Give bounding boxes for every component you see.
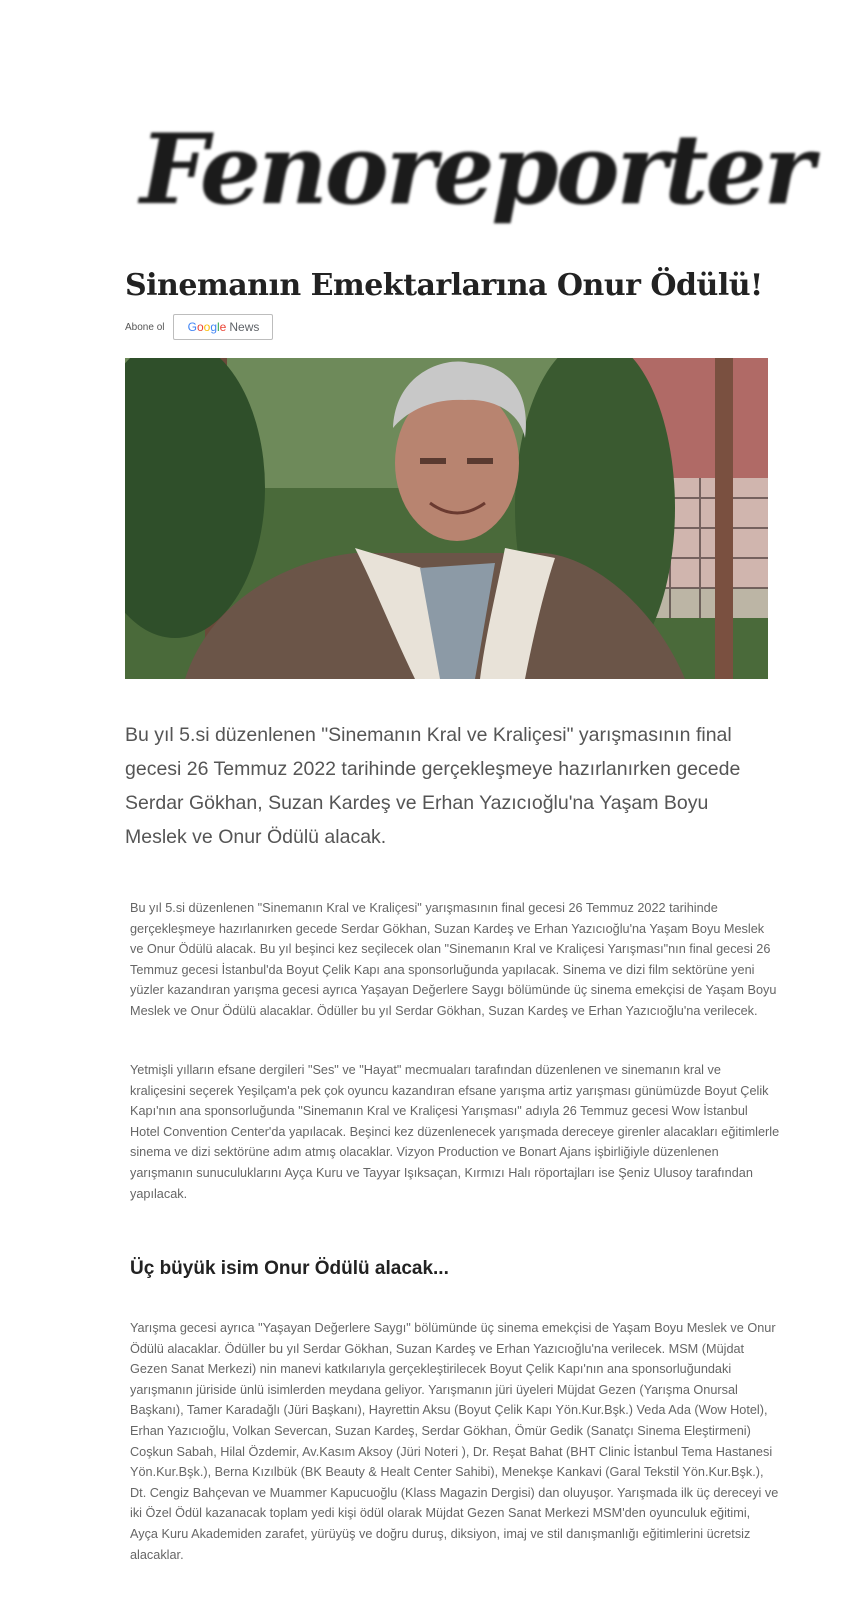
site-logo-text: Fenoreporter: [140, 113, 812, 226]
article-paragraph: Yarışma gecesi ayrıca "Yaşayan Değerlere Saygı" bölümünde üç sinema emekçisi de Yaşam Boyu Meslek ve Onur Ödülü alacaklar. Ödüller bu yıl Serdar Gökhan, Suzan Kardeş ve Erhan Yazıcıoğlu'na verilecek. MSM (Müjdat Gezen Sanat Merkezi) nin manevi katkılarıyla gerçekleştirilecek Boyut Çelik Kapı'nın ana sponsorluğundaki yarışmanın jüriside ünlü isimlerden meydana geliyor. Yarışmanın jüri üyeleri Müjdat Gezen (Yarışma Onursal Başkanı), Tamer Karadağlı (Jüri Başkanı), Hayrettin Aksu (Boyut Çelik Kapı Yön.Kur.Bşk.) Veda Ada (Wow Hotel), Erhan Yazıcıoğlu, Volkan Severcan, Suzan Kardeş, Serdar Gökhan, Ömür Gedik (Sanatçı Sinema Eleştirmeni) Coşkun Sabah, Hilal Özdemir, Av.Kasım Aksoy (Jüri Noteri ), Dr. Reşat Bahat (BHT Clinic İstanbul Tema Hastanesi Yön.Kur.Bşk.), Berna Kızılbük (BK Beauty & Healt Center Sahibi), Menekşe Kankavi (Garal Tekstil Yön.Kur.Bşk.), Dt. Cengiz Bahçevan ve Muammer Kapucuoğlu (Klass Magazin Dergisi) dan oluyuşor. Yarışmada ilk üç dereceyi ve iki Özel Ödül kazanacak toplam yedi kişi ödül olarak Müjdat Gezen Sanat Merkezi MSM'den oyunculuk eğitimi, Ayça Kuru Akademiden zarafet, yürüyüş ve doğru duruş, diksiyon, imaj ve stil danışmanlığı eğitimlerini ücretsiz alacaklar.: [130, 1321, 779, 1562]
subscribe-bar: [125, 314, 273, 340]
google-news-label: News: [229, 320, 260, 334]
google-wordmark: Google: [187, 320, 227, 334]
article-lead: Bu yıl 5.si düzenlenen "Sinemanın Kral ve Kraliçesi" yarışmasının final gecesi 26 Temmuz 2022 tarihinde gerçekleşmeye hazırlanırken gecede Serdar Gökhan, Suzan Kardeş ve Erhan Yazıcıoğlu'na Yaşam Boyu Meslek ve Onur Ödülü alacak.: [125, 724, 741, 848]
google-news-button[interactable]: [173, 314, 273, 340]
article-paragraph: Bu yıl 5.si düzenlenen "Sinemanın Kral ve Kraliçesi" yarışmasının final gecesi 26 Temmuz 2022 tarihinde gerçekleşmeye hazırlanırken gecede Serdar Gökhan, Suzan Kardeş ve Erhan Yazıcıoğlu'na Yaşam Boyu Meslek ve Onur Ödülü alacak. Bu yıl beşinci kez seçilecek olan "Sinemanın Kral ve Kraliçesi Yarışması"nın final gecesi 26 Temmuz gecesi İstanbul'da Boyut Çelik Kapı ana sponsorluğunda yapılacak. Sinema ve dizi film sektörüne yeni yüzler kazandıran yarışma gecesi ayrıca Yaşayan Değerlere Saygı bölümünde üç sinema emekçisi de Yaşam Boyu Meslek ve Onur Ödülü alacaklar. Ödüller bu yıl Serdar Gökhan, Suzan Kardeş ve Erhan Yazıcıoğlu'na verilecek.: [130, 901, 777, 1018]
article-paragraph: Yetmişli yılların efsane dergileri "Ses" ve "Hayat" mecmuaları tarafından düzenlenen ve sinemanın kral ve kraliçesini seçerek Yeşilçam'a pek çok oyuncu kazandıran efsane yarışma artiz yarışması günümüzde Boyut Çelik Kapı'nın ana sponsorluğunda "Sinemanın Kral ve Kraliçesi Yarışması" adıyla 26 Temmuz gecesi Wow İstanbul Hotel Convention Center'da yapılacak. Beşinci kez düzenlenecek yarışmada dereceye girenler alacakları eğitimlerle sinema ve dizi sektörüne adım atmış olacaklar. Vizyon Production ve Bonart Ajans işbirliğiyle düzenlenen yarışmanın sunuculuklarını Ayça Kuru ve Tayyar Işıksaçan, Kırmızı Halı röportajları ise Şeniz Ulusoy tarafından yapılacak.: [130, 1063, 780, 1201]
article-subheading: Üç büyük isim Onur Ödülü alacak...: [130, 1258, 449, 1279]
site-logo[interactable]: [140, 105, 812, 235]
subscribe-label: Abone ol: [125, 321, 165, 333]
article-hero-image: [125, 358, 768, 679]
article-title: Sinemanın Emektarlarına Onur Ödülü!: [125, 268, 763, 303]
